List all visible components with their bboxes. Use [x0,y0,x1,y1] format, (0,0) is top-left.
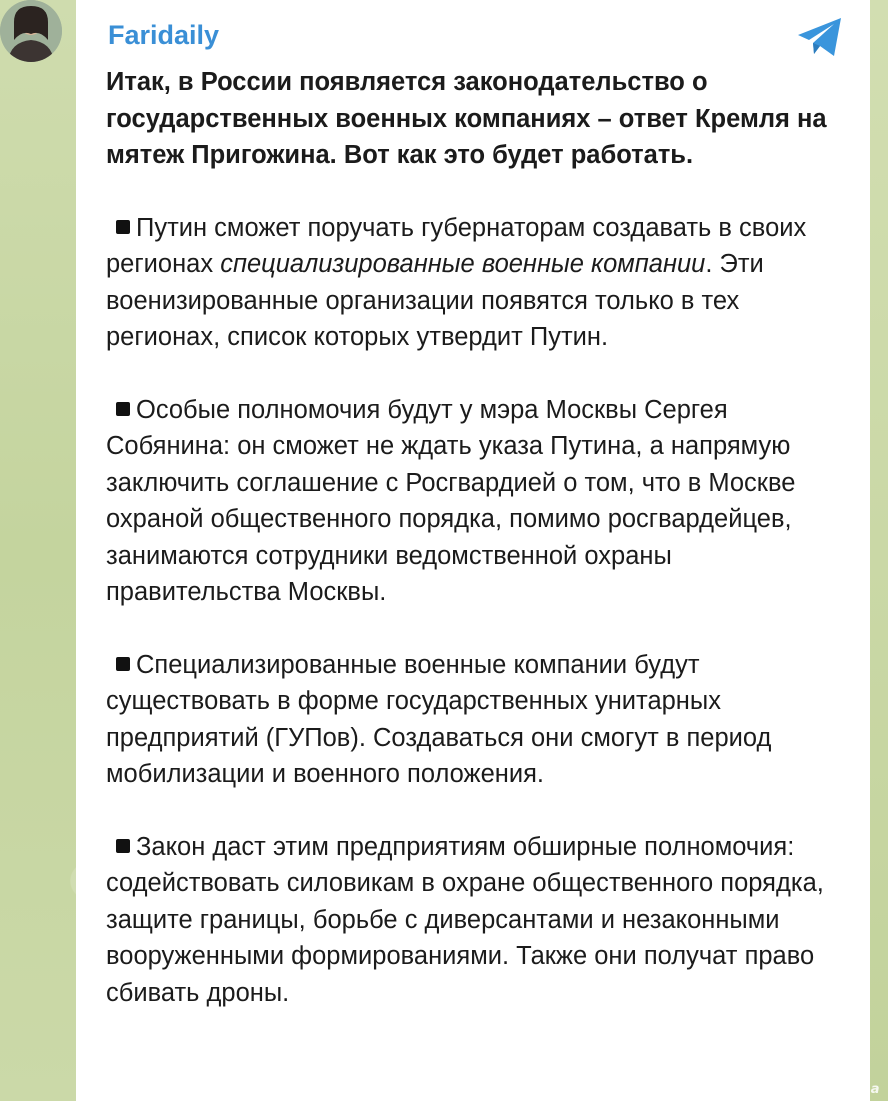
paragraph-text: Путин сможет поручать губернаторам создавать в своих регионах [106,213,807,278]
black-square-icon [116,220,130,234]
post-paragraph [106,210,840,356]
post-body [106,64,840,1011]
channel-avatar[interactable] [0,0,62,62]
black-square-icon [116,402,130,416]
paragraph-text: Специализированные военные компании будут существовать в форме государственных унитарных предприятий (ГУПов). Создаваться они смогут в период мобилизации и военного положения. [106,650,772,788]
message-bubble [76,0,870,1101]
channel-name[interactable]: Faridaily [108,20,220,50]
post-headline: Итак, в России появляется законодательство о государственных военных компаниях – ответ Кремля на мятеж Пригожина. Вот как это будет работать. [106,68,827,169]
paragraph-italic-text: специализированные военные компании [220,250,706,278]
post-paragraph [106,647,840,793]
message-header [106,14,840,54]
paragraph-text: Особые полномочия будут у мэра Москвы Сергея Собянина: он сможет не ждать указа Путина, а напрямую заключить соглашение с Росгвардией о том, что в Москве охраной общественного порядка, помимо росгвардейцев, занимаются сотрудники ведомственной охраны правительства Москвы. [106,395,796,606]
telegram-plane-icon[interactable] [796,16,844,58]
avatar-photo-icon [0,0,62,62]
post-paragraph [106,829,840,1012]
paragraph-text: . Эти военизированные организации появятся только в тех регионах, список которых утвердит Путин. [106,250,764,351]
watermark: nevsedoma.com.ua [730,1082,880,1097]
black-square-icon [116,657,130,671]
post-paragraph [106,392,840,611]
black-square-icon [116,839,130,853]
wallpaper-edge [870,0,888,1101]
paragraph-text: Закон даст этим предприятиям обширные полномочия: содействовать силовикам в охране общественного порядка, защите границы, борьбе с диверсантами и незаконными вооруженными формированиями. Также они получат право сбивать дроны. [106,832,824,1007]
